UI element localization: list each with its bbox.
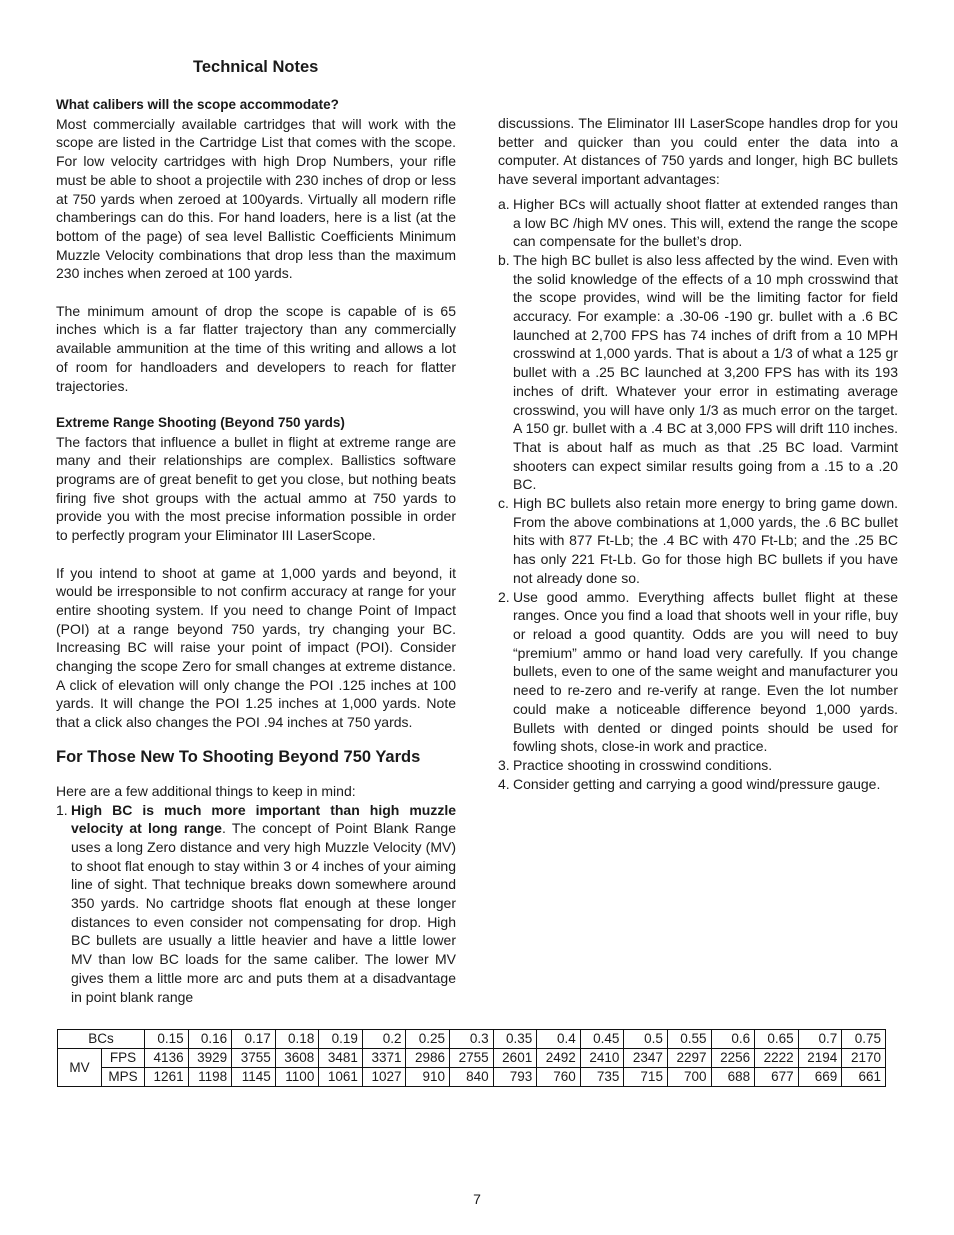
fps-cell: 3755 [232,1049,276,1068]
fps-cell: 2222 [755,1049,799,1068]
bc-row [58,1030,886,1049]
list-text: Practice shooting in crosswind conditions. [513,756,773,773]
list-letter: c. [498,495,509,512]
right-column [498,114,898,793]
list-number: 1. [56,801,68,818]
list-letter: b. [498,251,510,268]
mps-cell: 910 [406,1068,450,1087]
mps-cell: 1027 [362,1068,406,1087]
list-item-4 [498,775,898,794]
mps-cell: 735 [580,1068,624,1087]
mps-cell: 661 [842,1068,886,1087]
fps-cell: 2297 [667,1049,711,1068]
list-number: 4. [498,775,510,792]
list-text: Higher BCs will actually shoot flatter at extended ranges than a low BC /high MV ones. This will, extend the range the scope can compensate for the bullet’s drop. [513,195,898,250]
mps-cell: 677 [755,1068,799,1087]
mv-label: MV [58,1049,102,1087]
fps-cell: 2170 [842,1049,886,1068]
bc-cell: 0.45 [580,1030,624,1049]
fps-cell: 3608 [275,1049,319,1068]
intro-text: Here are a few additional things to keep in mind: [56,782,356,799]
mps-cell: 700 [667,1068,711,1087]
fps-cell: 2347 [624,1049,668,1068]
continued-paragraph: discussions. The Eliminator III LaserScope handles drop for you better and quicker than you could enter the data into a computer. At distances of 750 yards and longer, high BC bullets have several important advantages: [498,115,898,188]
mps-cell: 1198 [188,1068,232,1087]
section-heading-new-shooters: For Those New To Shooting Beyond 750 Yards [56,747,421,766]
mps-row [58,1068,886,1087]
bc-velocity-table [57,1029,886,1087]
calibers-paragraph-1: Most commercially available cartridges that will work with the scope are listed in the Cartridge List that comes with the scope. For low velocity cartridges with high Drop Numbers, your rifle must be able to shoot a projectile with 230 inches of drop or less at 750 yards when zeroed at 100yards. Virtually all modern rifle chamberings can do this. For hand loaders, here is a list (at the bottom of the page) of sea level Ballistic Coefficients Minimum Muzzle Velocity combinations that drop less than the maximum 230 inches when zeroed at 100 yards. [56,115,456,282]
fps-cell: 4136 [145,1049,189,1068]
left-column [56,56,456,1006]
bc-cell: 0.19 [319,1030,363,1049]
bc-cell: 0.16 [188,1030,232,1049]
fps-cell: 2492 [537,1049,581,1068]
fps-cell: 2194 [798,1049,842,1068]
bc-cell: 0.2 [362,1030,406,1049]
fps-cell: 2986 [406,1049,450,1068]
bc-label: BCs [58,1030,145,1049]
fps-cell: 3481 [319,1049,363,1068]
list-letter: a. [498,195,510,212]
list-item-3 [498,756,898,775]
list-item-b [498,251,898,494]
fps-label: FPS [102,1049,145,1068]
fps-cell: 3371 [362,1049,406,1068]
bc-cell: 0.65 [755,1030,799,1049]
calibers-heading: What calibers will the scope accommodate? [56,97,339,112]
mps-cell: 688 [711,1068,755,1087]
mps-cell: 1261 [145,1068,189,1087]
bc-cell: 0.15 [145,1030,189,1049]
bc-cell: 0.35 [493,1030,537,1049]
page-number: 7 [473,1191,481,1207]
mps-cell: 760 [537,1068,581,1087]
calibers-paragraph-2: The minimum amount of drop the scope is capable of is 65 inches which is a far flatter trajectory than any commercially available ammunition at the time of this writing and allows a lot of room for handloaders and developers to reach for flatter trajectories. [56,302,456,394]
list-item-c [498,494,898,588]
list-body-text: . The concept of Point Blank Range uses a long Zero distance and very high Muzzle Velocity (MV) to shoot flat enough to stay within 3 or 4 inches of your aiming line of sight. That technique breaks down somewhere around 350 yards. No cartridge shoots flat enough at these longer distances to even consider not compensating for drop. High BC bullets are usually a little heavier and have a little lower MV than low BC loads for the same caliber. The lower MV gives them a little more arc and puts them at a disadvantage in point blank range [71,820,456,1005]
bc-cell: 0.7 [798,1030,842,1049]
list-number: 2. [498,588,510,605]
fps-cell: 2601 [493,1049,537,1068]
fps-cell: 2256 [711,1049,755,1068]
bc-cell: 0.55 [667,1030,711,1049]
fps-cell: 2410 [580,1049,624,1068]
mps-cell: 1145 [232,1068,276,1087]
list-text: Consider getting and carrying a good wind/pressure gauge. [513,775,881,792]
bc-cell: 0.25 [406,1030,450,1049]
list-text: The high BC bullet is also less affected by the wind. Even with the solid knowledge of the effects of a 10 mph crosswind that the scope provides, wind will be the limiting factor for field accuracy. For example: a .30-06 -190 gr. bullet with a .6 BC launched at 2,700 FPS has 74 inches of drift from a 10 MPH crosswind at 1,000 yards. That is about a 1/3 of what a 125 gr bullet with a .25 BC launched at 3,200 FPS has with its 193 inches of drift. Whatever your error in estimating average crosswind, you will have only 1/3 as much error on the target. A 150 gr. bullet with a .4 BC at 3,000 FPS will drift 110 inches. That is about half as much as that .25 BC load. Varmint shooters can expect similar results going from a .15 to a .20 BC. [513,251,898,493]
list-text [71,801,456,1007]
mps-cell: 715 [624,1068,668,1087]
extreme-range-paragraph-1: The factors that influence a bullet in flight at extreme range are many and their relationships are complex. Ballistics software programs are of great benefit to get you close, but nothing beats firing five shot groups with the actual ammo at 750 yards to provide you with the most precise information possible in order to perfectly program your Eliminator III LaserScope. [56,433,456,544]
mps-cell: 669 [798,1068,842,1087]
fps-cell: 2755 [450,1049,494,1068]
bc-cell: 0.6 [711,1030,755,1049]
extreme-range-paragraph-2: If you intend to shoot at game at 1,000 yards and beyond, it would be irresponsible to not confirm accuracy at range for your entire shooting system. If you need to change Point of Impact (POI) at a range beyond 750 yards, try changing your BC. Increasing BC will raise your point of impact (POI). Consider changing the scope Zero for small changes at extreme distance. A click of elevation will only change the POI .125 inches at 100 yards. It will change the POI 1.25 inches at 1,000 yards. Note that a click also changes the POI .94 inches at 750 yards. [56,564,456,731]
list-item-a [498,195,898,251]
mps-cell: 793 [493,1068,537,1087]
mps-label: MPS [102,1068,145,1087]
bc-cell: 0.18 [275,1030,319,1049]
fps-row [58,1049,886,1068]
bc-cell: 0.3 [450,1030,494,1049]
bc-cell: 0.4 [537,1030,581,1049]
mps-cell: 1061 [319,1068,363,1087]
list-item-1 [56,801,456,1007]
list-number: 3. [498,756,510,773]
mps-cell: 1100 [275,1068,319,1087]
list-item-2 [498,588,898,756]
mps-cell: 840 [450,1068,494,1087]
list-text: High BC bullets also retain more energy to bring game down. From the above combinations at 1,000 yards, the .6 BC bullet hits with 877 Ft-Lb; the .4 BC with 470 Ft-Lb; and the .25 BC has only 221 Ft-Lb. Go for those high BC bullets if you have not already done so. [513,495,898,586]
bc-cell: 0.75 [842,1030,886,1049]
extreme-range-heading: Extreme Range Shooting (Beyond 750 yards) [56,414,345,430]
fps-cell: 3929 [188,1049,232,1068]
bc-cell: 0.5 [624,1030,668,1049]
list-bold-text: High BC is much more important than high muzzle velocity at long range [71,801,456,837]
list-text: Use good ammo. Everything affects bullet flight at these ranges. Once you find a load that shoots well in your rifle, buy or reload a good quantity. Odds are you will need to buy “premium” ammo or hand load very carefully. If you change bullets, even to one of the same weight and manufacturer you need to re-zero and re-verify at range. Even the lot number could make a noticeable difference beyond 1,000 yards. Bullets with dented or dinged points should be used for fowling shots, close-in work and practice. [513,588,898,755]
page-title: Technical Notes [193,58,319,76]
bc-cell: 0.17 [232,1030,276,1049]
